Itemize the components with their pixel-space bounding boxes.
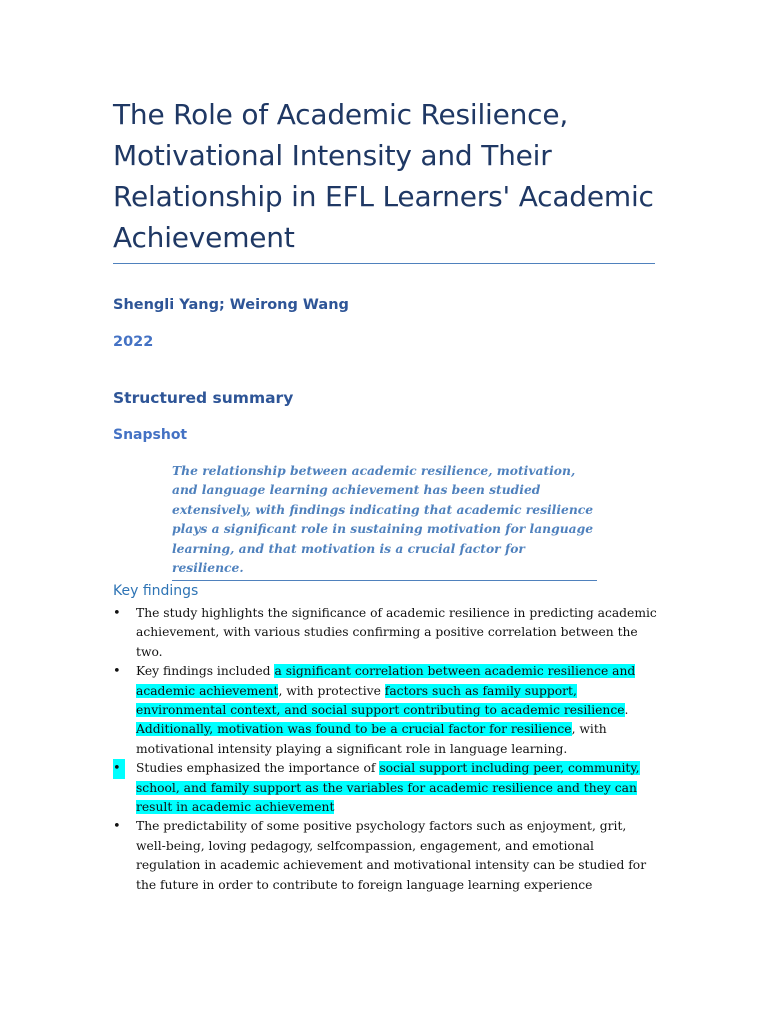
highlighted-text: social support including peer, community, school, and family support as the variables for academic resilience and they can result in academic achievement	[136, 761, 640, 815]
finding-text: Key findings included	[136, 664, 275, 679]
finding-text: , with protective	[278, 683, 385, 698]
bullet-icon: •	[113, 664, 121, 680]
finding-text: The study highlights the significance of academic resilience in predicting academic achievement, with various studies confirming a positive correlation between the two.	[136, 606, 657, 659]
list-item	[113, 604, 658, 662]
snapshot-quote: The relationship between academic resilience, motivation, and language learning achievement has been studied extensively, with findings indicating that academic resilience plays a significant role in sustaining motivation for language learning, and that motivation is a crucial factor for resilience.	[172, 461, 597, 581]
list-item	[113, 662, 658, 759]
finding-text: .	[624, 703, 629, 718]
finding-text: Studies emphasized the importance of	[136, 761, 380, 776]
structured-summary-heading: Structured summary	[113, 389, 294, 407]
list-item	[113, 817, 658, 895]
document-title: The Role of Academic Resilience, Motivational Intensity and Their Relationship in EFL Learners' Academic Achievement	[113, 98, 654, 254]
finding-text: The predictability of some positive psychology factors such as enjoyment, grit, well-being, loving pedagogy, selfcompassion, engagement, and emotional regulation in academic achievement and motivational intensity can be studied for the future in order to contribute to foreign language learning experience	[136, 819, 647, 892]
title-divider	[113, 263, 655, 264]
bullet-icon: •	[113, 819, 121, 835]
key-findings-heading: Key findings	[113, 583, 199, 599]
highlighted-text: a significant correlation between academic resilience and academic achievement	[136, 664, 636, 698]
authors: Shengli Yang; Weirong Wang	[113, 297, 349, 313]
publication-year: 2022	[113, 334, 154, 350]
highlighted-text: factors such as family support, environmental context, and social support contributing to academic resilience	[136, 683, 625, 718]
bullet-icon: •	[113, 606, 121, 621]
bullet-icon: •	[113, 759, 125, 778]
key-findings-list	[113, 604, 658, 895]
finding-text: , with motivational intensity playing a significant role in language learning.	[136, 722, 607, 756]
highlighted-text: Additionally, motivation was found to be a crucial factor for resilience	[136, 722, 572, 737]
snapshot-heading: Snapshot	[113, 427, 188, 443]
list-item	[113, 759, 658, 817]
